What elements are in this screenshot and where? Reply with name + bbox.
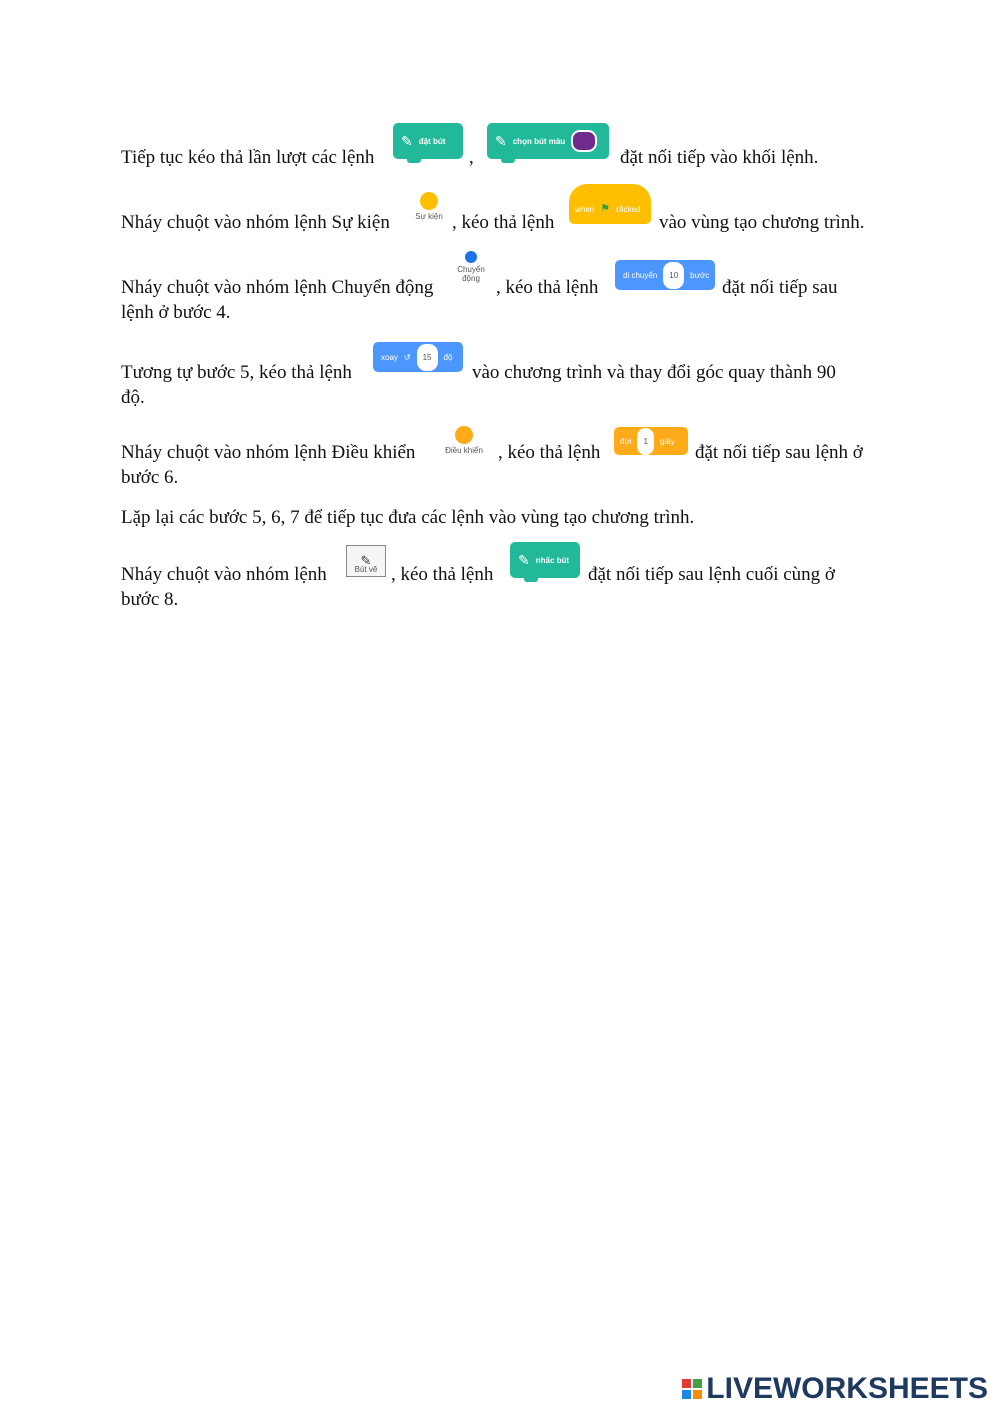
- instruction-text: , kéo thả lệnh: [496, 277, 599, 298]
- instruction-text: Tiếp tục kéo thả lần lượt các lệnh: [121, 147, 375, 168]
- category-label-line2: động: [462, 274, 480, 283]
- turn-degrees-block[interactable]: [373, 342, 463, 372]
- pencil-icon: ✎: [518, 551, 530, 568]
- block-label: nhấc bút: [535, 555, 570, 565]
- category-label: Bút vẽ: [354, 565, 378, 574]
- unit-label: độ: [443, 352, 453, 362]
- motion-dot-icon: [465, 251, 477, 263]
- category-label: Điều khiển: [445, 446, 483, 455]
- logo-square: [682, 1379, 691, 1388]
- move-steps-block[interactable]: [615, 260, 715, 290]
- separator: ,: [469, 147, 474, 168]
- wait-seconds-block[interactable]: [614, 427, 688, 455]
- instruction-text: vào chương trình và thay đổi góc quay thành 90: [472, 362, 836, 383]
- step-pen-up: [121, 551, 891, 612]
- seconds-input[interactable]: 1: [637, 428, 653, 455]
- instruction-text: bước 8.: [121, 589, 179, 610]
- control-category[interactable]: [437, 426, 491, 455]
- step-turn: [121, 352, 891, 410]
- instruction-text: Nháy chuột vào nhóm lệnh Điều khiển: [121, 442, 416, 463]
- instruction-text: Nháy chuột vào nhóm lệnh Sự kiện: [121, 212, 390, 233]
- pencil-icon: ✎: [401, 132, 413, 149]
- instruction-text: đặt nối tiếp vào khối lệnh.: [620, 147, 819, 168]
- events-category[interactable]: [409, 192, 449, 221]
- pencil-icon: ✎: [360, 553, 372, 568]
- pen-down-block[interactable]: [393, 123, 463, 159]
- instruction-text: Lặp lại các bước 5, 6, 7 để tiếp tục đưa các lệnh vào vùng tạo chương trình.: [121, 507, 695, 528]
- instruction-text: độ.: [121, 387, 145, 408]
- events-dot-icon: [420, 192, 438, 210]
- logo-mark-icon: [682, 1379, 702, 1399]
- instruction-text: lệnh ở bước 4.: [121, 302, 231, 323]
- green-flag-icon: ⚑: [600, 202, 610, 215]
- unit-label: giây: [659, 436, 675, 446]
- block-label: chọn bút màu: [512, 136, 566, 146]
- instruction-text: , kéo thả lệnh: [498, 442, 601, 463]
- block-label: đặt bút: [418, 136, 446, 146]
- step-control: [121, 436, 891, 490]
- color-swatch[interactable]: [571, 130, 597, 152]
- instruction-text: Nháy chuột vào nhóm lệnh: [121, 564, 327, 585]
- pen-category[interactable]: [346, 545, 386, 577]
- degrees-input[interactable]: 15: [417, 344, 438, 371]
- set-pen-color-block[interactable]: [487, 123, 609, 159]
- motion-category[interactable]: [453, 251, 489, 283]
- instruction-text: bước 6.: [121, 467, 179, 488]
- category-label-line1: Chuyển: [457, 265, 485, 274]
- block-label: xoay: [381, 352, 398, 362]
- clicked-label: clicked: [616, 204, 641, 214]
- instruction-text: , kéo thả lệnh: [391, 564, 494, 585]
- instruction-text: , kéo thả lệnh: [452, 212, 555, 233]
- pencil-icon: ✎: [495, 132, 507, 149]
- instruction-text: đặt nối tiếp sau: [722, 277, 838, 298]
- instruction-text: đặt nối tiếp sau lệnh ở: [695, 442, 863, 463]
- category-label: Sự kiện: [415, 212, 443, 221]
- unit-label: bước: [690, 270, 710, 280]
- logo-square: [682, 1390, 691, 1399]
- instruction-text: Nháy chuột vào nhóm lệnh Chuyển động: [121, 277, 434, 298]
- instruction-text: đặt nối tiếp sau lệnh cuối cùng ở: [588, 564, 835, 585]
- step-motion: [121, 265, 891, 325]
- instruction-text: Tương tự bước 5, kéo thả lệnh: [121, 362, 352, 383]
- pen-up-block[interactable]: [510, 542, 580, 578]
- logo-square: [693, 1379, 702, 1388]
- rotate-icon: ↺: [403, 352, 411, 362]
- block-label: đợi: [620, 436, 632, 446]
- step-events: [121, 202, 891, 240]
- step-repeat: [121, 505, 891, 530]
- control-dot-icon: [455, 426, 473, 444]
- when-flag-clicked-block[interactable]: [569, 184, 651, 224]
- logo-text: LIVEWORKSHEETS: [706, 1372, 988, 1405]
- logo-square: [693, 1390, 702, 1399]
- liveworksheets-logo[interactable]: [682, 1372, 988, 1406]
- when-label: when: [575, 204, 595, 214]
- step-drag-pen-blocks: [121, 132, 891, 175]
- instruction-text: vào vùng tạo chương trình.: [659, 212, 865, 233]
- steps-input[interactable]: 10: [663, 262, 684, 289]
- block-label: di chuyển: [623, 270, 658, 280]
